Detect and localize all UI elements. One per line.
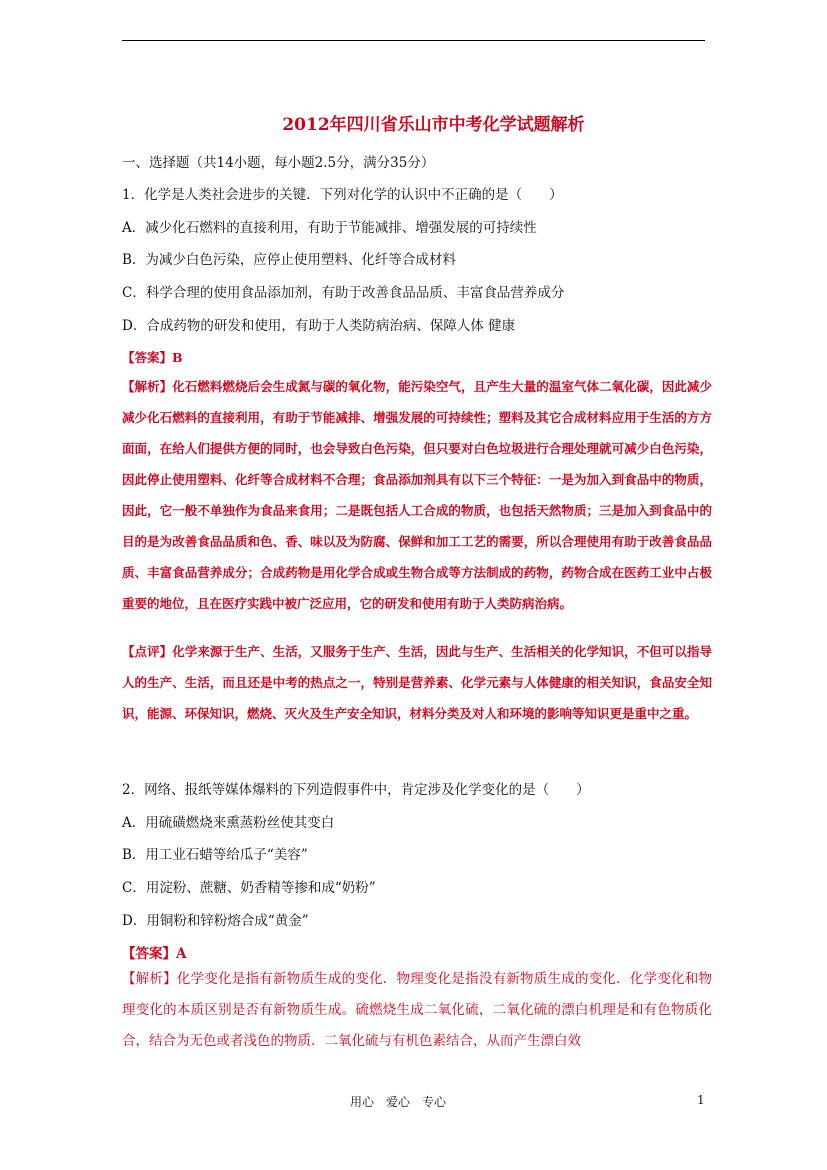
question-1-option-d: D．合成药物的研发和使用，有助于人类防病治病、保障人体 健康	[122, 318, 516, 334]
question-1-answer: 【答案】B	[122, 350, 183, 365]
question-1-option-b: B．为减少白色污染，应停止使用塑料、化纤等合成材料	[122, 252, 456, 268]
question-2-answer: 【答案】A	[122, 946, 187, 962]
question-2-option-c: C．用淀粉、蔗糖、奶香精等掺和成“奶粉”	[122, 880, 376, 896]
page-number: 1	[697, 1093, 705, 1107]
question-2-option-b: B．用工业石蜡等给瓜子“美容”	[122, 847, 308, 863]
question-2-option-a: A．用硫磺燃烧来熏蒸粉丝使其变白	[122, 815, 335, 831]
header-rule	[122, 40, 705, 41]
question-1-stem: 1．化学是人类社会进步的关键．下列对化学的认识中不正确的是（ ）	[122, 187, 563, 203]
question-1-comment: 【点评】化学来源于生产、生活，又服务于生产、生活，因此与生产、生活相关的化学知识，不但可以指导人的生产、生活，而且还是中考的热点之一，特别是营养素、化学元素与人体健康的相关知识，食品安全知识，能源、环保知识，燃烧、灭火及生产安全知识，材料分类及对人和环境的影响等知识更是重中之重。	[122, 644, 712, 721]
footer-motto: 用心 爱心 专心	[350, 1095, 447, 1109]
question-2-analysis: 【解析】化学变化是指有新物质生成的变化．物理变化是指没有新物质生成的变化．化学变化和物理变化的本质区别是否有新物质生成。硫燃烧生成二氧化硫，二氧化硫的漂白机理是和有色物质化合，结合为无色或者浅色的物质．二氧化硫与有机色素结合，从而产生漂白效	[122, 971, 712, 1049]
question-2-stem: 2．网络、报纸等媒体爆料的下列造假事件中，肯定涉及化学变化的是（ ）	[122, 782, 590, 798]
document-title: 2012年四川省乐山市中考化学试题解析	[282, 115, 585, 135]
section-header: 一、选择题（共14小题，每小题2.5分，满分35分）	[122, 155, 435, 171]
question-1-analysis: 【解析】化石燃料燃烧后会生成氮与碳的氧化物，能污染空气，且产生大量的温室气体二氧化碳，因此减少减少化石燃料的直接利用，有助于节能减排、增强发展的可持续性；塑料及其它合成材料应用于生活的方方面面，在给人们提供方便的同时，也会导致白色污染，但只要对白色垃圾进行合理处理就可减少白色污染，因此停止使用塑料、化纤等合成材料不合理；食品添加剂具有以下三个特征：一是为加入到食品中的物质，因此，它一般不单独作为食品来食用；二是既包括人工合成的物质，也包括天然物质；三是加入到食品中的目的是为改善食品品质和色、香、味以及为防腐、保鲜和加工工艺的需要，所以合理使用有助于改善食品品质、丰富食品营养成分；合成药物是用化学合成或生物合成等方法制成的药物，药物合成在医药工业中占极重要的地位，且在医疗实践中被广泛应用，它的研发和使用有助于人类防病治病。	[122, 379, 712, 611]
question-1-option-a: A．减少化石燃料的直接利用，有助于节能减排、增强发展的可持续性	[122, 220, 537, 236]
question-1-option-c: C．科学合理的使用食品添加剂，有助于改善食品品质、丰富食品营养成分	[122, 285, 565, 301]
question-2-option-d: D．用铜粉和锌粉熔合成“黄金”	[122, 913, 309, 929]
